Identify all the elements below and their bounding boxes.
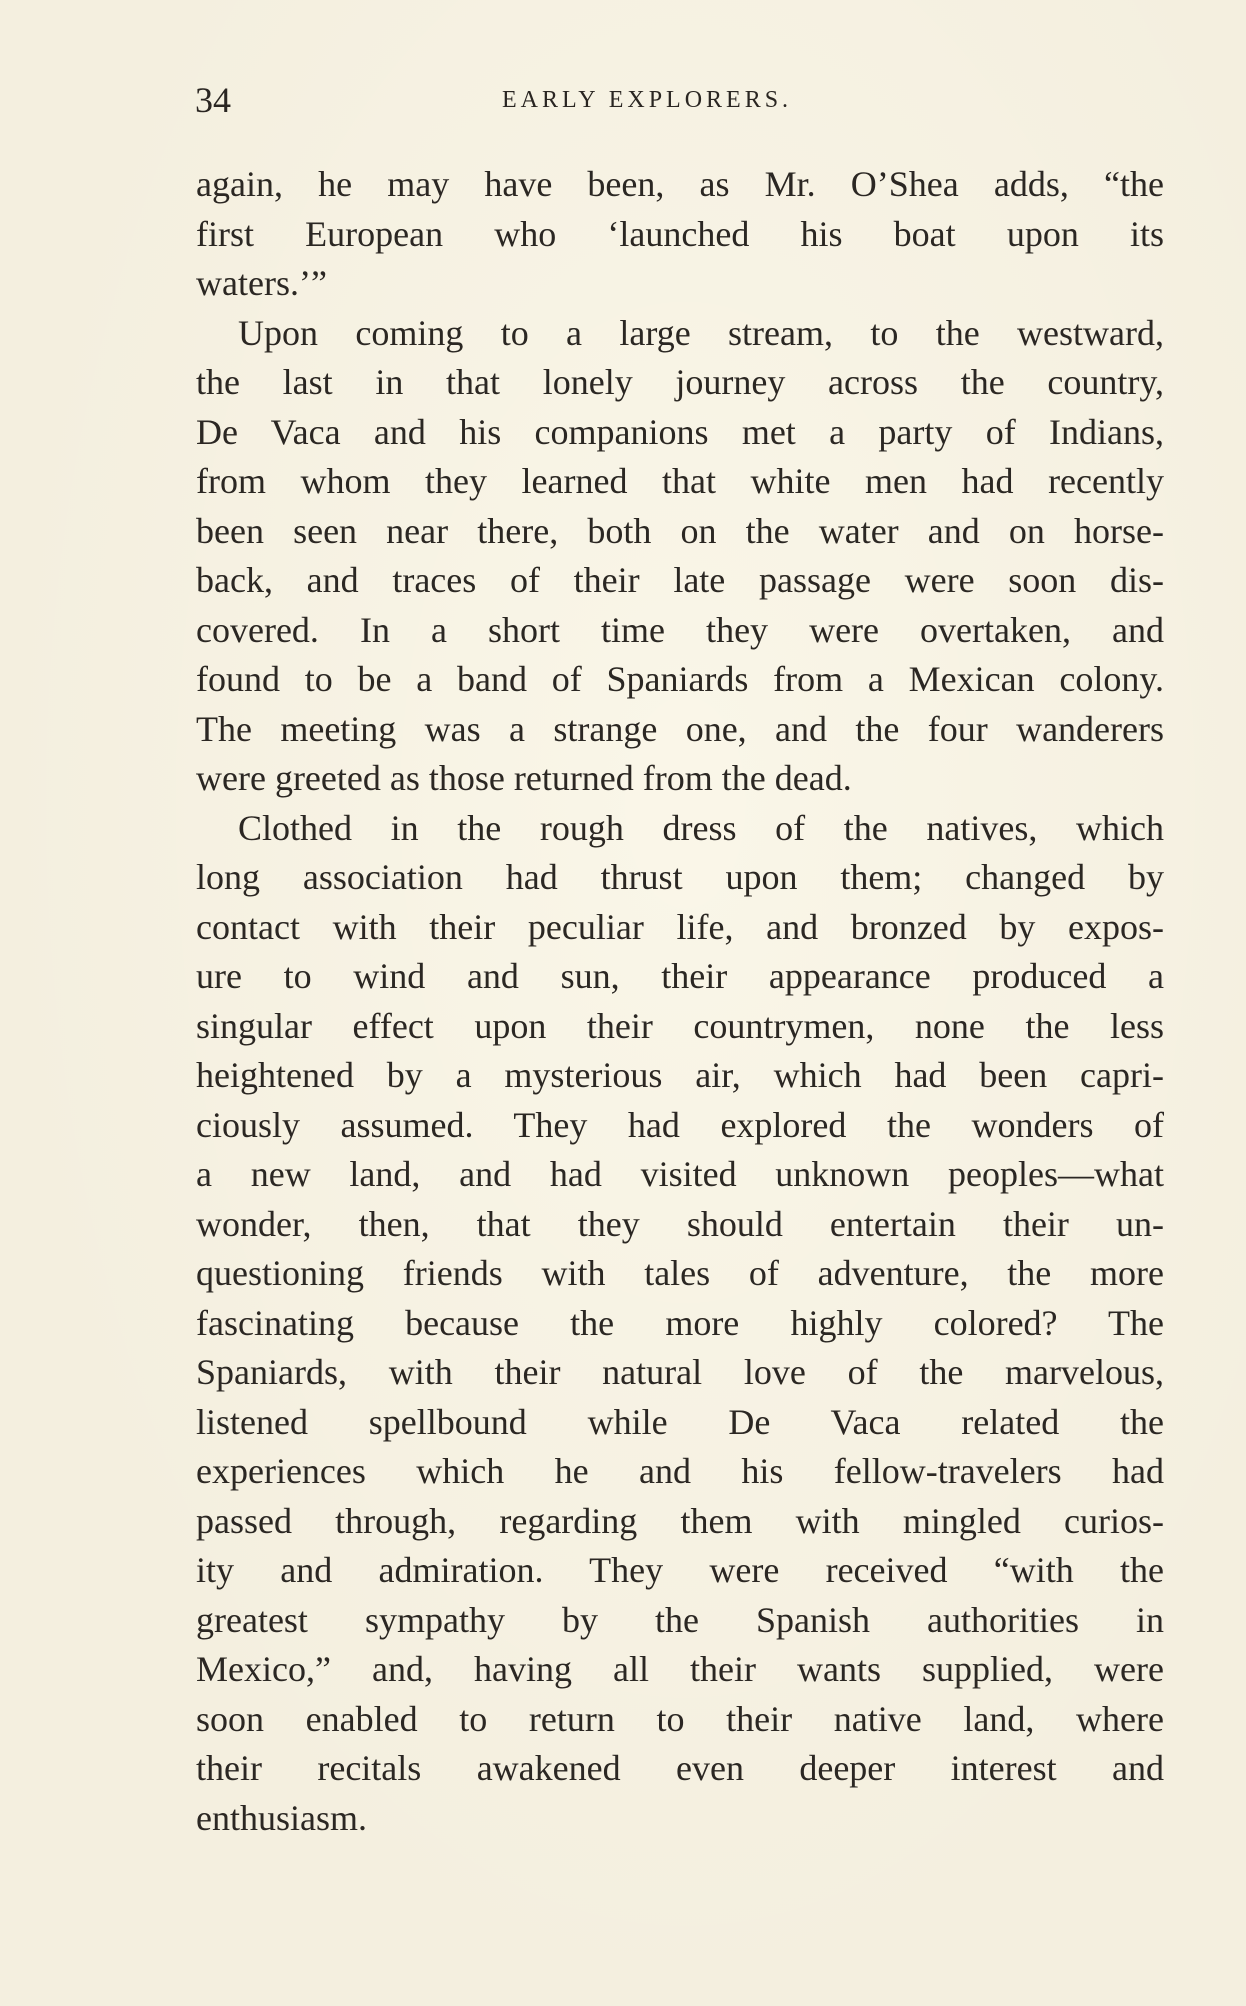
text-line: enthusiasm. bbox=[196, 1797, 367, 1838]
text-line: greatest sympathy by the Spanish authorities in bbox=[196, 1599, 1164, 1640]
text-line: contact with their peculiar life, and bronzed by expos- bbox=[196, 906, 1164, 947]
text-line: ciously assumed. They had explored the wonders of bbox=[196, 1104, 1164, 1145]
running-title: EARLY EXPLORERS. bbox=[502, 87, 793, 113]
text-line: waters.’” bbox=[196, 263, 327, 303]
text-line: listened spellbound while De Vaca related the bbox=[196, 1401, 1164, 1442]
text-line: The meeting was a strange one, and the four wanderers bbox=[196, 708, 1164, 749]
text-line: first European who ‘launched his boat upon its bbox=[196, 213, 1164, 254]
text-line: singular effect upon their countrymen, none the less bbox=[196, 1005, 1164, 1046]
text-line: long association had thrust upon them; changed by bbox=[196, 857, 1164, 897]
text-line: Upon coming to a large stream, to the westward, bbox=[238, 312, 1164, 353]
text-line: heightened by a mysterious air, which had been capri- bbox=[196, 1055, 1164, 1095]
text-line: Mexico,” and, having all their wants supplied, were bbox=[196, 1649, 1164, 1689]
text-line: soon enabled to return to their native land, where bbox=[196, 1698, 1164, 1739]
running-head bbox=[195, 78, 1195, 128]
text-line: ure to wind and sun, their appearance produced a bbox=[196, 956, 1164, 996]
page-number: 34 bbox=[195, 80, 231, 120]
body-text bbox=[196, 160, 1164, 1843]
text-line: questioning friends with tales of adventure, the more bbox=[196, 1253, 1164, 1293]
text-line: back, and traces of their late passage were soon dis- bbox=[196, 560, 1164, 600]
text-line: a new land, and had visited unknown peoples—what bbox=[196, 1154, 1164, 1194]
text-line: passed through, regarding them with mingled curios- bbox=[196, 1500, 1164, 1541]
text-line: experiences which he and his fellow-travelers had bbox=[196, 1451, 1164, 1491]
text-line: Clothed in the rough dress of the natives, which bbox=[238, 807, 1164, 848]
text-line: the last in that lonely journey across the country, bbox=[196, 362, 1164, 402]
text-line: found to be a band of Spaniards from a Mexican colony. bbox=[196, 659, 1164, 699]
text-line: De Vaca and his companions met a party of Indians, bbox=[196, 411, 1164, 452]
text-line: fascinating because the more highly colored? The bbox=[196, 1302, 1164, 1343]
text-line: were greeted as those returned from the dead. bbox=[196, 758, 852, 798]
text-line: ity and admiration. They were received “with the bbox=[196, 1550, 1164, 1590]
text-line: from whom they learned that white men had recently bbox=[196, 461, 1164, 501]
text-line: their recitals awakened even deeper interest and bbox=[196, 1748, 1164, 1788]
text-line: Spaniards, with their natural love of the marvelous, bbox=[196, 1352, 1164, 1392]
text-line: again, he may have been, as Mr. O’Shea adds, “the bbox=[196, 164, 1164, 204]
text-line: wonder, then, that they should entertain their un- bbox=[196, 1203, 1164, 1244]
text-line: covered. In a short time they were overtaken, and bbox=[196, 609, 1164, 650]
text-line: been seen near there, both on the water and on horse- bbox=[196, 510, 1164, 551]
